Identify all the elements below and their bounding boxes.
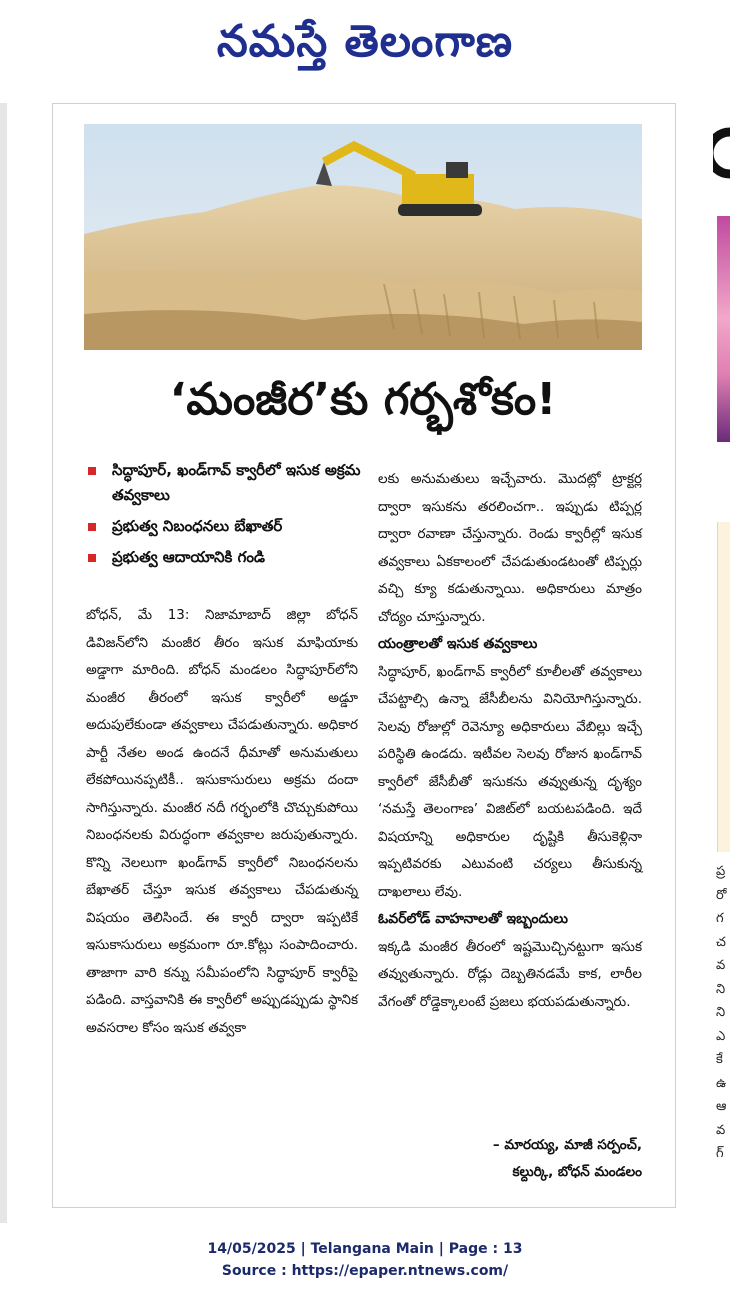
- article-photo: [84, 124, 642, 350]
- footer-meta: 14/05/2025 | Telangana Main | Page : 13: [207, 1241, 523, 1257]
- quote-place: కల్దుర్కి, బోధన్ మండలం: [512, 1164, 642, 1180]
- footer-page: Page : 13: [448, 1241, 523, 1257]
- footer-edition: Telangana Main: [310, 1241, 434, 1257]
- key-point: [86, 458, 368, 508]
- article-body-right-column: [378, 466, 642, 1016]
- body-paragraph: బోధన్, మే 13: నిజామాబాద్ జిల్లా బోధన్ డివిజన్‌లోని మంజీర తీరం ఇసుక మాఫియాకు అడ్డాగా మారింది. బోధన్ మండలం సిద్ధాపూర్‌లోని మంజీర తీరంలో ఇసుక క్వారీలో అడ్డూ అదుపులేకుండా తవ్వకాలు చేపడుతున్నారు. అధికార పార్టీ నేతల అండ ఉందనే ధీమాతో అనుమతులు లేకపోయినప్పటికీ.. ఇసుకాసురులు అక్రమ దందా సాగిస్తున్నారు. మంజీర నదీ గర్భంలోకి చొచ్చుకుపోయి నిబంధనలకు విరుద్ధంగా తవ్వకాల జరుపుతున్నారు. కొన్ని నెలలుగా ఖండ్‌గావ్ క్వారీలో నిబంధనలను బేఖాతర్ చేస్తూ ఇసుక తవ్వకాలు చేపడుతున్న విషయం తెలిసిందే. ఈ క్వారీ ద్వారా ఇప్పటికే ఇసుకాసురులు అక్రమంగా రూ.కోట్లు సంపాదించారు. తాజాగా వారి కన్ను సమీపంలోని సిద్ధాపూర్ క్వారీపై పడింది. వాస్తవానికి ఈ క్వారీలో అప్పుడప్పుడు స్థానిక అవసరాల కోసం ఇసుక తవ్వకా: [86, 607, 358, 1036]
- left-column-rule: [0, 103, 7, 1223]
- footer-source-link[interactable]: Source : https://epaper.ntnews.com/: [221, 1263, 509, 1279]
- section-subhead: ఓవర్‌లోడ్ వాహనాలతో ఇబ్బందులు: [378, 911, 569, 927]
- bullet-square-icon: [88, 523, 96, 531]
- quote-name: – మారయ్య, మాజీ సర్పంచ్,: [492, 1137, 642, 1153]
- page-footer: [0, 1238, 730, 1282]
- section-subhead: యంత్రాలతో ఇసుక తవ్వకాలు: [378, 636, 538, 652]
- key-point-text: ప్రభుత్వ నిబంధనలు బేఖాతర్: [112, 517, 283, 535]
- key-points-list: [86, 458, 368, 576]
- adjacent-article-box: [717, 522, 730, 852]
- key-point-text: సిద్ధాపూర్, ఖండ్‌గావ్ క్వారీలో ఇసుక అక్రమ తవ్వకాలు: [112, 461, 361, 504]
- key-point: [86, 545, 368, 570]
- masthead-title: నమస్తే తెలంగాణ: [216, 16, 514, 67]
- article-headline: ‘మంజీర’కు గర్భశోకం!: [169, 374, 557, 425]
- article-body-left-column: [86, 602, 358, 1042]
- bullet-square-icon: [88, 554, 96, 562]
- body-paragraph: లకు అనుమతులు ఇచ్చేవారు. మొదట్లో ట్రాక్టర్ల ద్వారా ఇసుకను తరలించగా.. ఇప్పుడు టిప్పర్ల ద్వారా రవాణా చేస్తున్నారు. రెండు క్వారీల్లో ఇసుక తవ్వకాలు ఏకకాలంలో చేపడుతుండటంతో టిప్పర్లు వచ్చి క్యూ కడుతున్నాయి. అధికారులు మాత్రం చోద్యం చూస్తున్నారు.: [378, 471, 642, 625]
- footer-date: 14/05/2025: [207, 1241, 296, 1257]
- adjacent-article-text: ప్ర రో గ చ వ ని ని ఎ కే ఉ ఆ వ గ్: [716, 864, 727, 1161]
- quote-attribution: [493, 1132, 642, 1186]
- key-point: [86, 514, 368, 539]
- adjacent-article-glyph: [713, 124, 730, 182]
- bullet-square-icon: [88, 467, 96, 475]
- key-point-text: ప్రభుత్వ ఆదాయానికి గండి: [112, 548, 266, 566]
- body-paragraph: సిద్ధాపూర్, ఖండ్‌గావ్ క్వారీలో కూలీలతో తవ్వకాలు చేపట్టాల్సి ఉన్నా జేసీబీలను వినియోగిస్తున్నారు. సెలవు రోజుల్లో రెవెన్యూ అధికారులు వేబిల్లు ఇచ్చే పరిస్థితి ఉండదు. ఇటీవల సెలవు రోజున ఖండ్‌గావ్ క్వారీలో జేసీబీతో ఇసుకను తవ్వుతున్న దృశ్యం ‘నమస్తే తెలంగాణ’ విజిట్‌లో బయటపడింది. ఇదే విషయాన్ని అధికారుల దృష్టికి తీసుకెళ్లినా ఇప్పటివరకు ఎటువంటి చర్యలు తీసుకున్న దాఖలాలు లేవు.: [378, 663, 642, 900]
- body-paragraph: ఇక్కడి మంజీర తీరంలో ఇష్టమొచ్చినట్టుగా ఇసుక తవ్వుతున్నారు. రోడ్లు దెబ్బతినడమే కాక, లారీల వేగంతో రోడ్డెక్కాలంటే ప్రజలు భయపడుతున్నారు.: [378, 938, 642, 1010]
- adjacent-article-photo: [717, 216, 730, 442]
